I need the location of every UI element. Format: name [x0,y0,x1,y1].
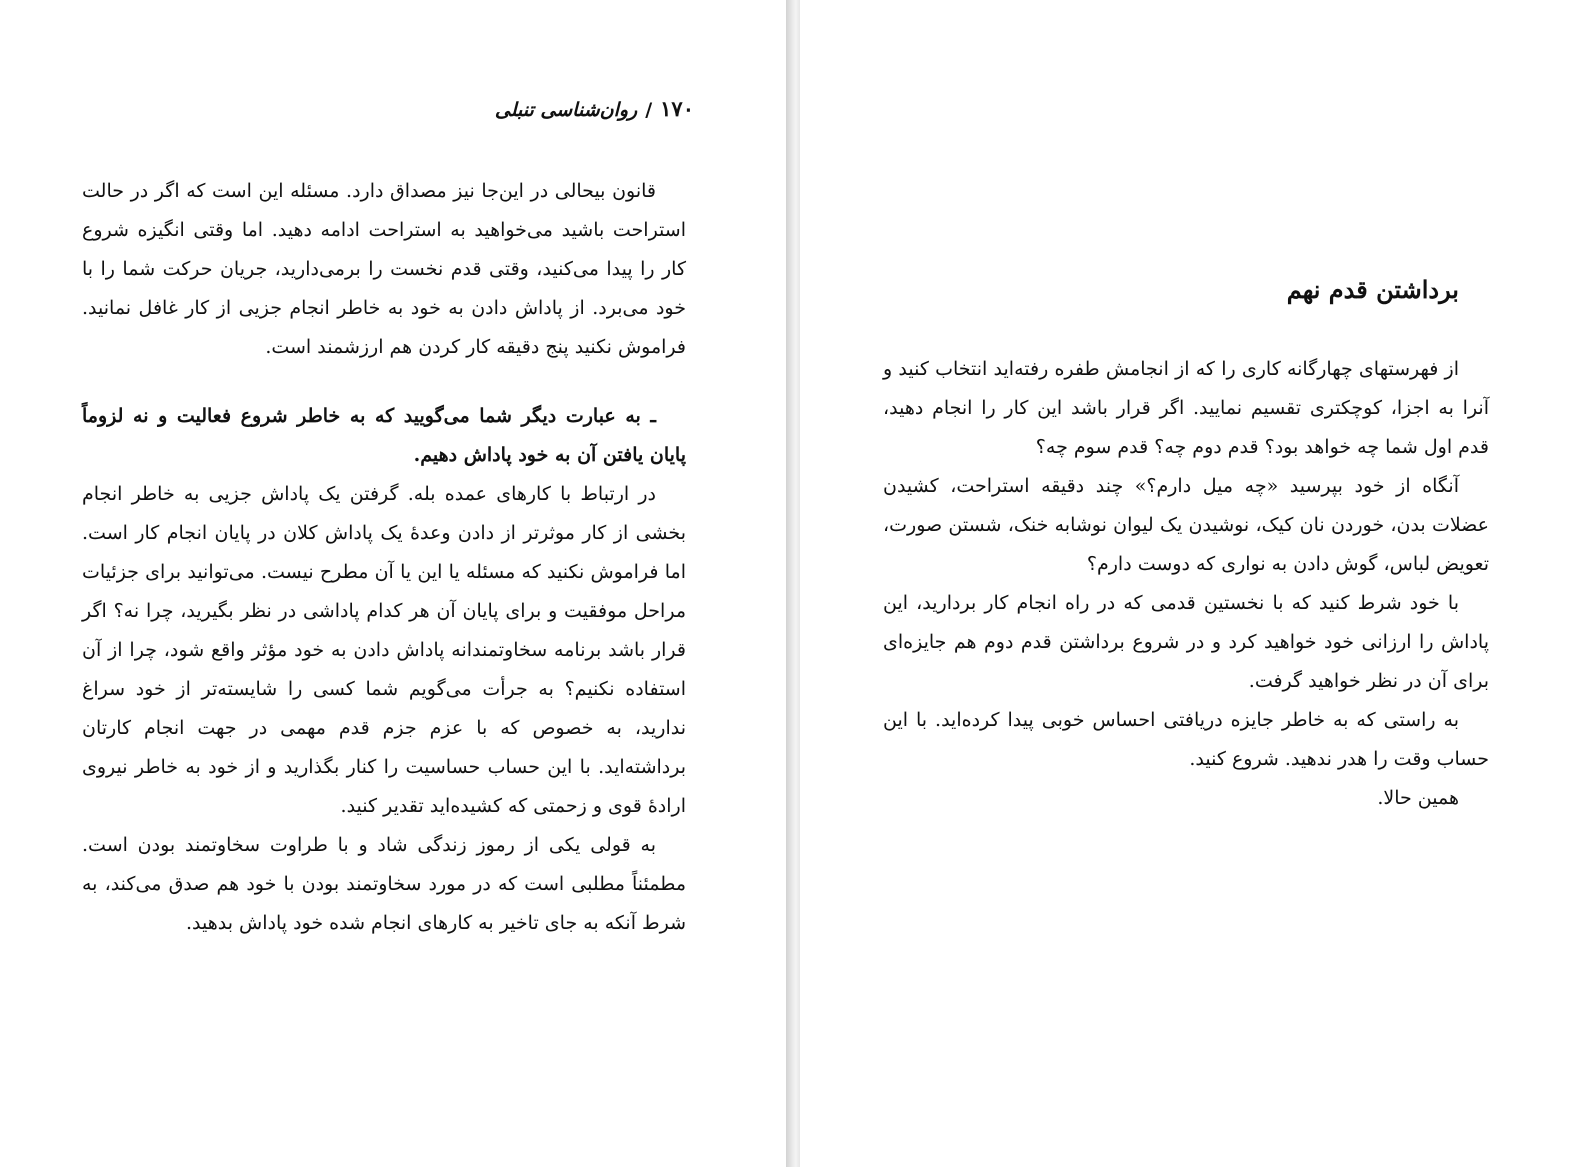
paragraph: به قولی یکی از رموز زندگی شاد و با طراوت سخاوتمند بودن است. مطمئناً مطلبی است که در مورد سخاوتمند بودن با خود هم صدق می‌کند، به شرط آنکه به جای تاخیر به کارهای انجام شده خود پاداش بدهید. [82,834,686,934]
paragraph: قانون بیحالی در این‌جا نیز مصداق دارد. مسئله این است که اگر در حالت استراحت باشید می‌خواهید به استراحت ادامه دهید. اما وقتی انگیزه شروع کار را پیدا می‌کنید، وقتی قدم نخست را برمی‌دارید، جریان حرکت شما را با خود می‌برد. از پاداش دادن به خود به خاطر انجام جزیی از کار غافل نمانید. فراموش نکنید پنج دقیقه کار کردن هم ارزشمند است. [82,180,686,358]
paragraph: با خود شرط کنید که با نخستین قدمی که در راه انجام کار بردارید، این پاداش را ارزانی خود خواهید کرد و در شروع برداشتن قدم دوم هم جایزه‌ای برای آن در نظر خواهید گرفت. [883,592,1489,692]
paragraph: در ارتباط با کارهای عمده بله. گرفتن یک پاداش جزیی به خاطر انجام بخشی از کار موثرتر از دادن وعدهٔ یک پاداش کلان در پایان انجام کار است. اما فراموش نکنید که مسئله یا این یا آن مطرح نیست. می‌توانید برای جزئیات مراحل موفقیت و برای پایان آن هر کدام پاداشی در نظر بگیرید، چرا نه؟ اگر قرار باشد برنامه سخاوتمندانه پاداش دادن به خود مؤثر واقع شود، چرا از آن استفاده نکنیم؟ به جرأت می‌گویم شما کسی را شایسته‌تر از خود سراغ ندارید، به خصوص که با عزم جزم قدم مهمی در جهت انجام کارتان برداشته‌اید. با این حساب حساسیت را کنار بگذارید و از خود به خاطر نیروی ارادهٔ قوی و زحمتی که کشیده‌اید تقدیر کنید. [82,483,686,817]
section-heading: برداشتن قدم نهم [1286,275,1459,304]
paragraph: آنگاه از خود بپرسید «چه میل دارم؟» چند دقیقه استراحت، کشیدن عضلات بدن، خوردن نان کیک، نوشیدن یک لیوان نوشابه خنک، شستن صورت، تعویض لباس، گوش دادن به نواری که دوست دارم؟ [883,475,1489,575]
left-page-body [82,172,686,943]
page-number: ۱۷۰ [660,96,694,121]
paragraph: به راستی که به خاطر جایزه دریافتی احساس خوبی پیدا کرده‌اید. با این حساب وقت را هدر ندهید. شروع کنید. [883,709,1489,770]
running-header [495,96,694,121]
book-gutter [786,0,800,1167]
paragraph: از فهرستهای چهارگانه کاری را که از انجامش طفره رفته‌اید انتخاب کنید و آنرا به اجزا، کوچکتری تقسیم نمایید. اگر قرار باشد این کار را انجام دهید، قدم اول شما چه خواهد بود؟ قدم دوم چه؟ قدم سوم چه؟ [883,358,1489,458]
viewer-edge [1564,0,1578,1167]
right-page-body [883,350,1489,818]
header-separator: / [645,99,653,121]
interview-question: ـ به عبارت دیگر شما می‌گویید که به خاطر شروع فعالیت و نه لزوماً پایان یافتن آن به خود پاداش دهیم. [82,405,686,466]
closing-line: همین حالا. [1377,787,1459,809]
running-title: روان‌شناسی تنبلی [494,99,638,121]
right-page [800,0,1578,1167]
left-page [0,0,786,1167]
